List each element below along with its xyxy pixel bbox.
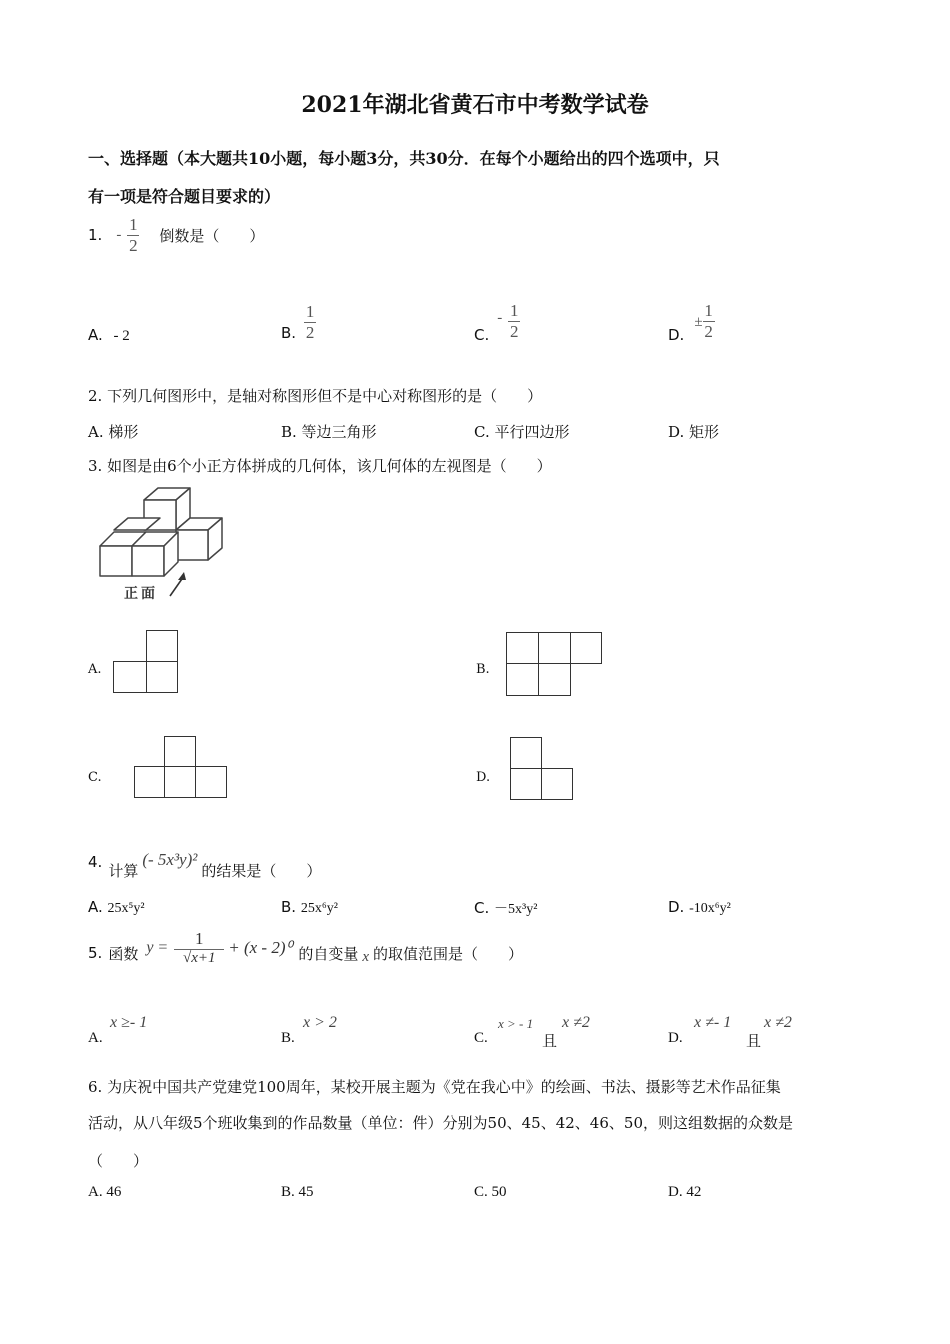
q5-post1: 的自变量 bbox=[298, 944, 359, 963]
q4-b-label: B. bbox=[281, 898, 297, 916]
q5-option-d[interactable] bbox=[668, 1014, 828, 1050]
q2-option-b[interactable]: B. 等边三角形 bbox=[281, 423, 377, 441]
q5-option-a[interactable] bbox=[88, 1014, 148, 1046]
q5-b-value: x > 2 bbox=[303, 1014, 337, 1031]
q5-c-cond1: x > - 1 bbox=[498, 1016, 534, 1031]
q1-b-den: 2 bbox=[305, 322, 315, 342]
q5-tail: + (x - 2)⁰ bbox=[228, 938, 293, 958]
q5-stem bbox=[88, 930, 523, 967]
q5-fraction bbox=[174, 930, 224, 967]
q6-option-c[interactable]: C. 50 bbox=[474, 1184, 507, 1200]
q5-post2: 的取值范围是（ ） bbox=[373, 944, 524, 963]
q4-d-value: -10x⁶y² bbox=[689, 901, 731, 916]
q4-b-value: 25x⁶y² bbox=[300, 901, 338, 916]
q4-d-label: D. bbox=[668, 898, 685, 916]
q4-a-label: A. bbox=[88, 898, 103, 916]
q5-y-eq: y = bbox=[146, 939, 169, 957]
grid-square bbox=[164, 766, 196, 798]
q1-d-num: 1 bbox=[704, 301, 713, 320]
q1-d-pm: ± bbox=[694, 314, 703, 330]
q5-d-label: D. bbox=[668, 1030, 683, 1046]
q1-option-c[interactable] bbox=[474, 302, 520, 344]
q6-option-b[interactable]: B. 45 bbox=[281, 1184, 314, 1200]
grid-square bbox=[506, 663, 539, 696]
grid-square bbox=[538, 663, 571, 696]
q5-d-and: 且 bbox=[746, 1034, 762, 1050]
q3-option-d-label[interactable]: D. bbox=[476, 770, 491, 785]
q1-a-value: - 2 bbox=[113, 328, 130, 344]
q5-a-value: x ≥- 1 bbox=[110, 1014, 148, 1031]
q1-number: 1. bbox=[88, 226, 103, 245]
q4-number: 4. bbox=[88, 852, 103, 871]
q3-option-a-figure[interactable] bbox=[113, 630, 177, 694]
q1-frac-num: 1 bbox=[129, 215, 138, 234]
q1-d-den: 2 bbox=[704, 321, 713, 341]
q4-stem bbox=[88, 842, 321, 881]
q1-option-a[interactable] bbox=[88, 326, 130, 345]
q4-option-b[interactable] bbox=[281, 898, 338, 917]
q5-pre: 函数 bbox=[108, 944, 139, 963]
q1-text: 倒数是（ ） bbox=[159, 226, 265, 245]
q4-option-c[interactable] bbox=[474, 898, 537, 918]
q4-option-d[interactable] bbox=[668, 898, 731, 917]
q5-c-cond2: x ≠2 bbox=[562, 1014, 590, 1031]
grid-square bbox=[570, 632, 602, 664]
q1-stem bbox=[88, 216, 264, 255]
q4-c-value: －5x³y² bbox=[494, 902, 538, 917]
q3-option-c-label[interactable]: C. bbox=[88, 770, 102, 785]
q1-c-label: C. bbox=[474, 326, 490, 344]
grid-square bbox=[113, 661, 147, 693]
q1-b-num: 1 bbox=[305, 301, 315, 321]
q4-pre: 计算 bbox=[108, 862, 139, 880]
grid-square bbox=[506, 632, 539, 664]
q1-d-fraction bbox=[703, 302, 715, 341]
q5-number: 5. bbox=[88, 944, 103, 963]
q5-option-c[interactable] bbox=[474, 1014, 634, 1050]
q1-option-b[interactable] bbox=[281, 302, 316, 342]
grid-square bbox=[541, 768, 573, 800]
q3-option-b-label[interactable]: B. bbox=[476, 662, 490, 677]
q2-stem: 2. 下列几何图形中，是轴对称图形但不是中心对称图形的是（ ） bbox=[88, 387, 543, 405]
q1-c-neg: - bbox=[497, 310, 503, 326]
q4-option-a[interactable] bbox=[88, 898, 145, 917]
grid-square bbox=[510, 768, 542, 800]
q5-d-cond2: x ≠2 bbox=[764, 1014, 792, 1031]
q2-option-c[interactable]: C. 平行四边形 bbox=[474, 423, 570, 441]
q2-option-a[interactable]: A. 梯形 bbox=[88, 423, 139, 441]
q5-d-cond1: x ≠- 1 bbox=[694, 1014, 732, 1031]
q5-c-label: C. bbox=[474, 1030, 488, 1046]
q2-option-d[interactable]: D. 矩形 bbox=[668, 423, 720, 441]
q1-fraction bbox=[127, 216, 139, 255]
q6-stem-line3: （ ） bbox=[88, 1152, 149, 1170]
q6-option-d[interactable]: D. 42 bbox=[668, 1184, 702, 1200]
q3-solid-figure bbox=[92, 484, 232, 608]
grid-square bbox=[195, 766, 227, 798]
q5-a-label: A. bbox=[88, 1030, 103, 1046]
q1-neg: - bbox=[116, 226, 122, 243]
q5-var: x bbox=[362, 948, 369, 965]
q1-c-den: 2 bbox=[510, 321, 519, 341]
q4-a-value: 25x⁵y² bbox=[107, 901, 145, 916]
q5-option-b[interactable] bbox=[281, 1014, 337, 1046]
q3-option-c-figure[interactable] bbox=[134, 736, 228, 799]
q5-frac-num: 1 bbox=[194, 929, 204, 948]
q1-option-d[interactable] bbox=[668, 302, 715, 344]
grid-square bbox=[146, 661, 178, 693]
q3-option-b-figure[interactable] bbox=[506, 632, 602, 696]
q4-post: 的结果是（ ） bbox=[201, 862, 322, 880]
q1-c-fraction bbox=[508, 302, 520, 341]
grid-square bbox=[510, 737, 542, 769]
grid-square bbox=[538, 632, 571, 664]
q1-b-fraction bbox=[304, 303, 316, 342]
page-title: 2021年湖北省黄石市中考数学试卷 bbox=[301, 92, 649, 118]
grid-square bbox=[134, 766, 165, 798]
q1-frac-den: 2 bbox=[129, 235, 138, 255]
q3-front-label: 正面 bbox=[124, 586, 158, 602]
q6-option-a[interactable]: A. 46 bbox=[88, 1184, 122, 1200]
q6-stem-line1: 6. 为庆祝中国共产党建党100周年，某校开展主题为《党在我心中》的绘画、书法、摄影等艺术作品征集 bbox=[88, 1078, 781, 1096]
q4-expression: (- 5x³y)² bbox=[142, 849, 198, 869]
grid-square bbox=[164, 736, 196, 768]
q3-option-a-label[interactable]: A. bbox=[88, 662, 102, 677]
q1-a-label: A. bbox=[88, 326, 103, 344]
q4-c-label: C. bbox=[474, 899, 490, 917]
section-heading-line2: 有一项是符合题目要求的） bbox=[88, 187, 281, 206]
q1-c-num: 1 bbox=[510, 301, 519, 320]
grid-square bbox=[146, 630, 178, 662]
q3-stem: 3. 如图是由6个小正方体拼成的几何体，该几何体的左视图是（ ） bbox=[88, 457, 552, 475]
q5-frac-den: √x+1 bbox=[182, 949, 216, 966]
q3-option-d-figure[interactable] bbox=[510, 737, 574, 800]
q5-c-and: 且 bbox=[542, 1034, 558, 1050]
section-heading-line1: 一、选择题（本大题共10小题，每小题3分，共30分．在每个小题给出的四个选项中，只 bbox=[88, 149, 720, 168]
q5-b-label: B. bbox=[281, 1030, 295, 1046]
q1-b-label: B. bbox=[281, 324, 297, 342]
q6-stem-line2: 活动，从八年级5个班收集到的作品数量（单位：件）分别为50、45、42、46、50，则这组数据的众数是 bbox=[88, 1114, 793, 1132]
q1-d-label: D. bbox=[668, 326, 685, 344]
